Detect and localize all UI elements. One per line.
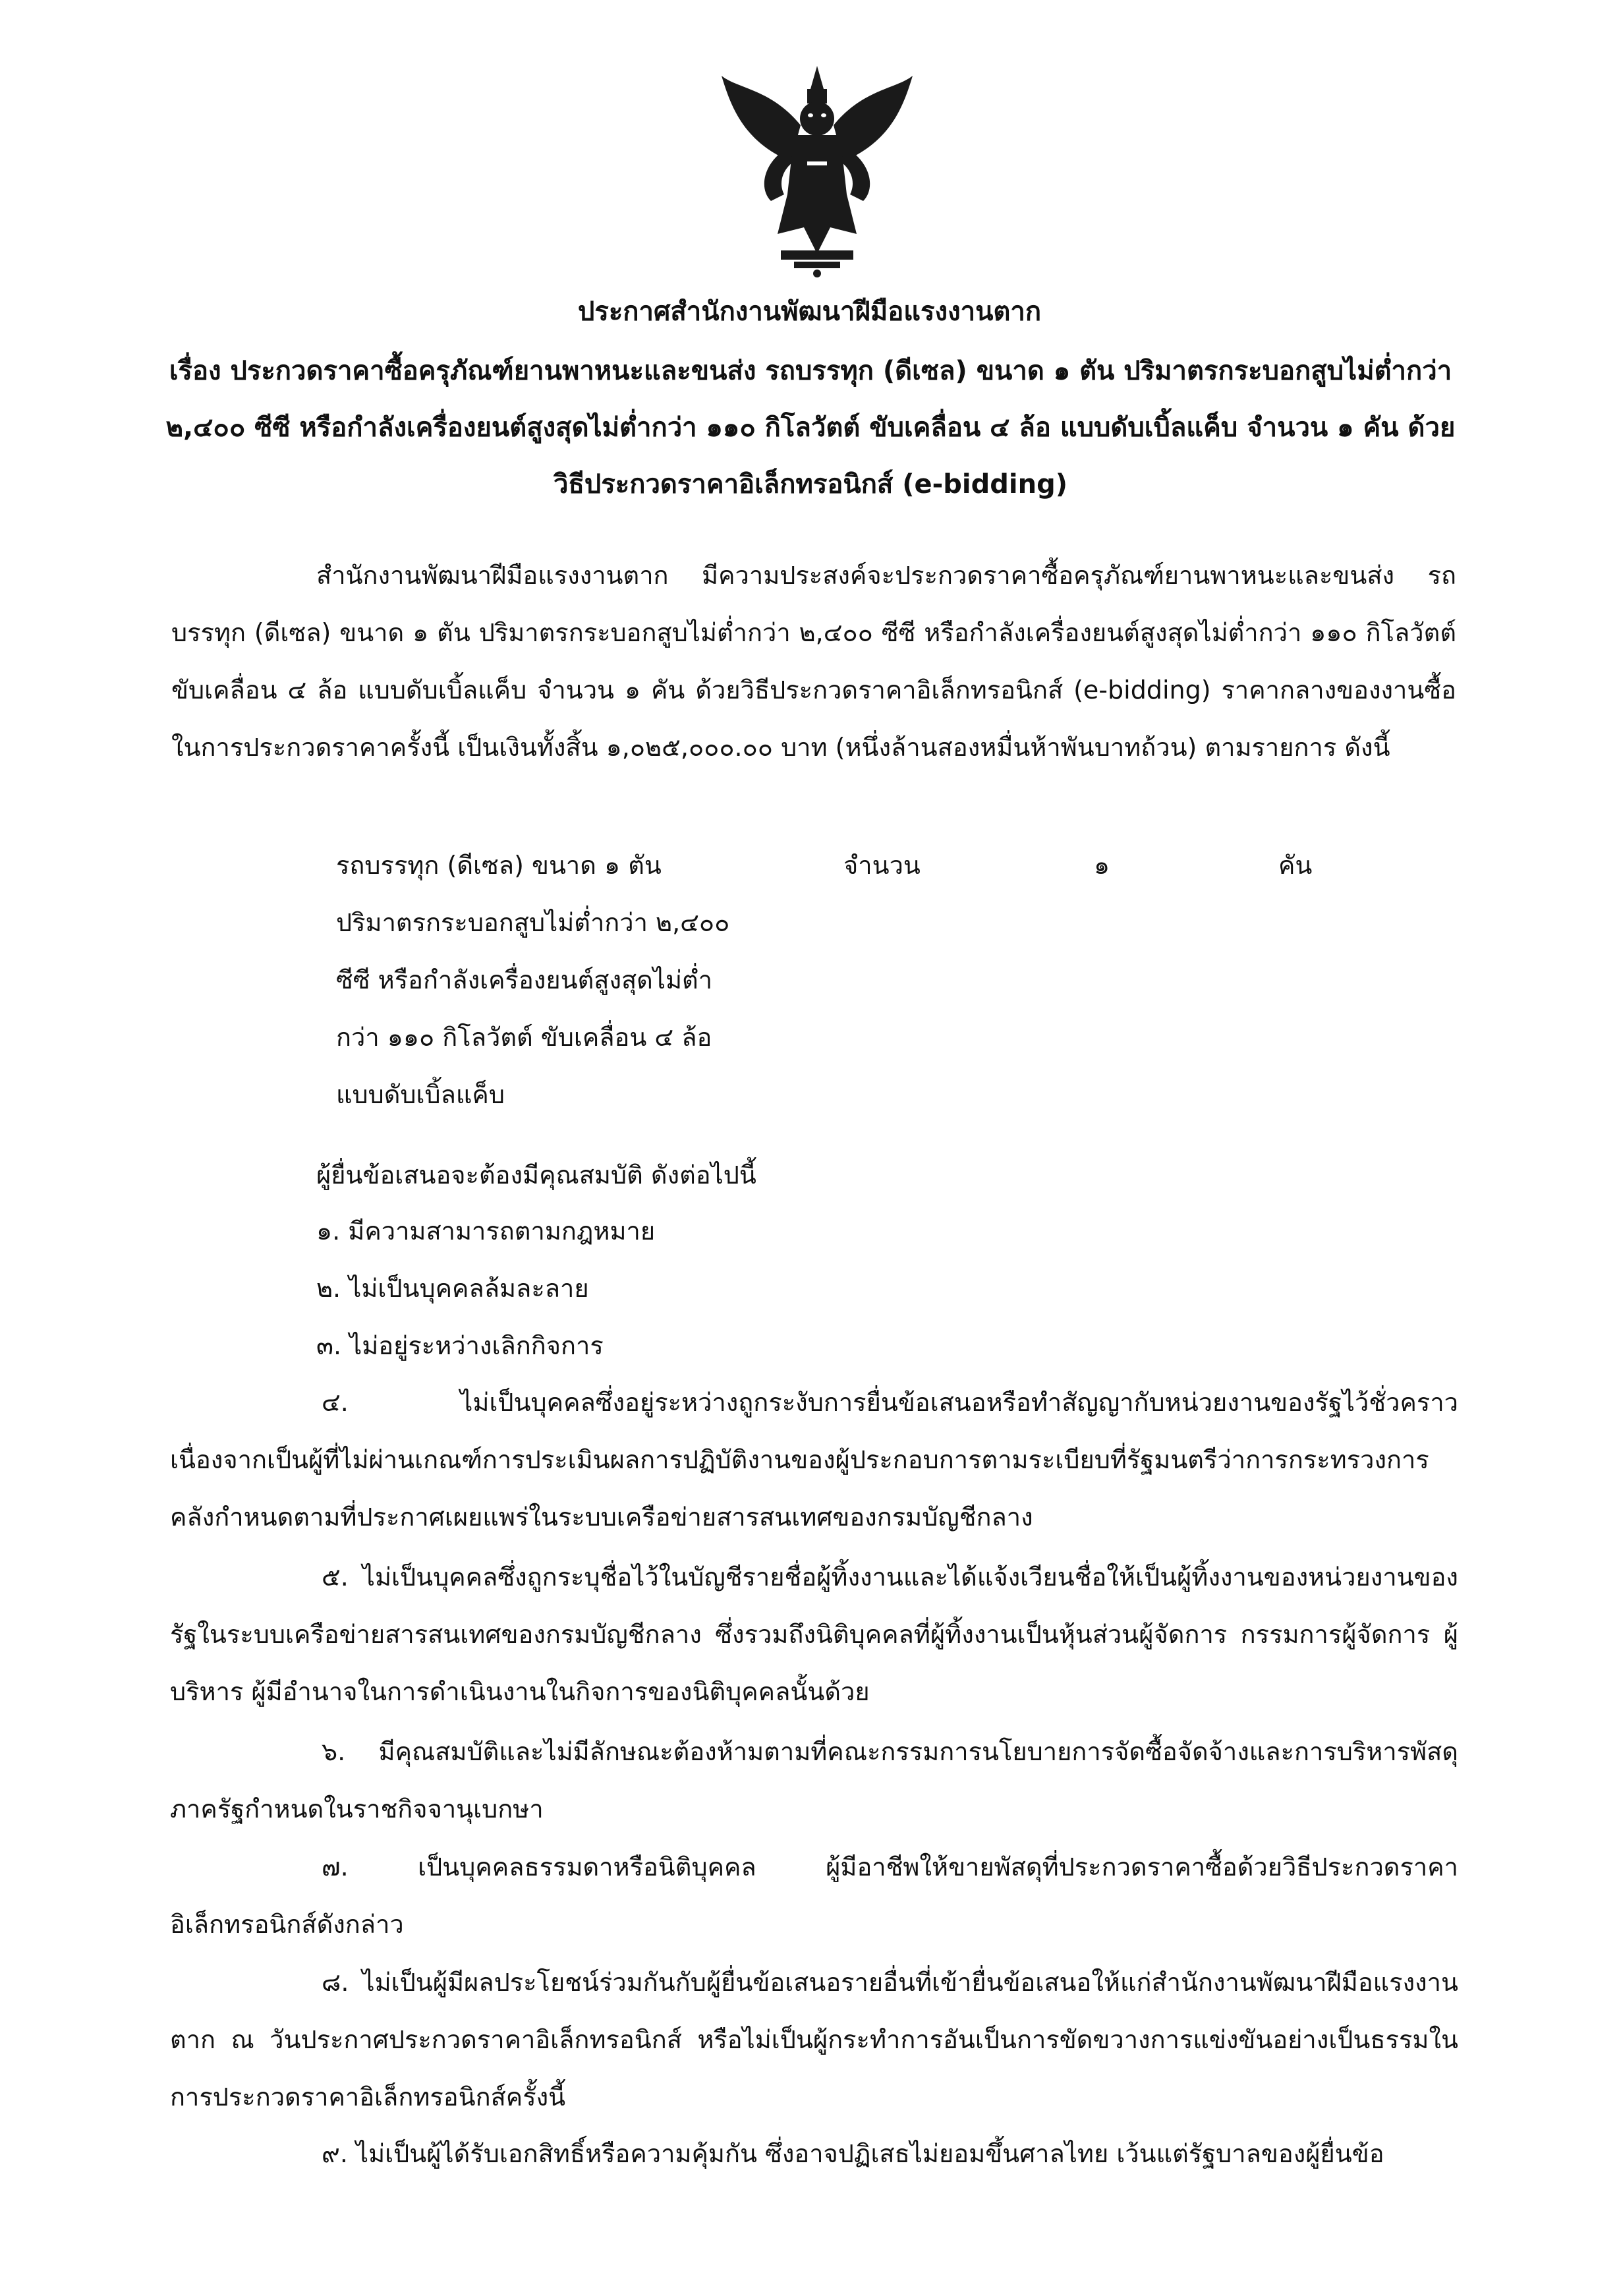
qualification-item: ๓. ไม่อยู่ระหว่างเลิกกิจการ (316, 1331, 604, 1360)
quantity-value: ๑ (1094, 851, 1110, 880)
announcement-title: ประกาศสำนักงานพัฒนาฝีมือแรงงานตาก (577, 297, 1042, 327)
item-description (336, 837, 810, 1124)
item-description-line: ปริมาตรกระบอกสูบไม่ต่ำกว่า ๒,๔๐๐ (336, 908, 730, 937)
qualification-item: ๗. เป็นบุคคลธรรมดาหรือนิติบุคคล ผู้มีอาชีพให้ขายพัสดุที่ประกวดราคาซื้อด้วยวิธีประกวดราคาอิเล็กทรอนิกส์ดังกล่าว (170, 1852, 1458, 1939)
qualification-item: ๙. ไม่เป็นผู้ได้รับเอกสิทธิ์หรือความคุ้มกัน ซึ่งอาจปฏิเสธไม่ยอมขึ้นศาลไทย เว้นแต่รัฐบาลของผู้ยื่นข้อ (322, 2139, 1384, 2168)
quantity-label: จำนวน (843, 851, 921, 880)
qualification-item: ๘. ไม่เป็นผู้มีผลประโยชน์ร่วมกันกับผู้ยื่นข้อเสนอรายอื่นที่เข้ายื่นข้อเสนอให้แก่สำนักงานพัฒนาฝีมือแรงงานตาก ณ วันประกาศประกวดราคาอิเล็กทรอนิกส์ หรือไม่เป็นผู้กระทำการอันเป็นการขัดขวางการแข่งขันอย่างเป็นธรรมในการประกวดราคาอิเล็กทรอนิกส์ครั้งนี้ (170, 1968, 1458, 2111)
qualification-item: ๔. ไม่เป็นบุคคลซึ่งอยู่ระหว่างถูกระงับการยื่นข้อเสนอหรือทำสัญญากับหน่วยงานของรัฐไว้ชั่วคราว เนื่องจากเป็นผู้ที่ไม่ผ่านเกณฑ์การประเมินผลการปฏิบัติงานของผู้ประกอบการตามระเบียบที่รัฐมนตรีว่าการกระทรวงการคลังกำหนดตามที่ประกาศเผยแพร่ในระบบเครือข่ายสารสนเทศของกรมบัญชีกลาง (170, 1388, 1458, 1532)
quantity-unit: คัน (1278, 851, 1313, 880)
item-description-line: รถบรรทุก (ดีเซล) ขนาด ๑ ตัน (336, 851, 662, 880)
intro-paragraph: สำนักงานพัฒนาฝีมือแรงงานตาก มีความประสงค์จะประกวดราคาซื้อครุภัณฑ์ยานพาหนะและขนส่ง รถบรรทุก (ดีเซล) ขนาด ๑ ตัน ปริมาตรกระบอกสูบไม่ต่ำกว่า ๒,๔๐๐ ซีซี หรือกำลังเครื่องยนต์สูงสุดไม่ต่ำกว่า ๑๑๐ กิโลวัตต์ ขับเคลื่อน ๔ ล้อ แบบดับเบิ้ลแค็บ จำนวน ๑ คัน ด้วยวิธีประกวดราคาอิเล็กทรอนิกส์ (e-bidding) ราคากลางของงานซื้อในการประกวดราคาครั้งนี้ เป็นเงินทั้งสิ้น ๑,๐๒๕,๐๐๐.๐๐ บาท (หนึ่งล้านสองหมื่นห้าพันบาทถ้วน) ตามรายการ ดังนี้ (171, 561, 1456, 762)
announcement-subject: เรื่อง ประกวดราคาซื้อครุภัณฑ์ยานพาหนะและขนส่ง รถบรรทุก (ดีเซล) ขนาด ๑ ตัน ปริมาตรกระบอกสูบไม่ต่ำกว่า ๒,๔๐๐ ซีซี หรือกำลังเครื่องยนต์สูงสุดไม่ต่ำกว่า ๑๑๐ กิโลวัตต์ ขับเคลื่อน ๔ ล้อ แบบดับเบิ้ลแค็บ จำนวน ๑ คัน ด้วยวิธีประกวดราคาอิเล็กทรอนิกส์ (e-bidding) (165, 356, 1456, 500)
qualifications-list (316, 1203, 655, 1375)
qualification-item: ๑. มีความสามารถตามกฎหมาย (316, 1217, 656, 1246)
item-description-line: แบบดับเบิ้ลแค็บ (336, 1080, 505, 1109)
procurement-item (336, 837, 1390, 1124)
garuda-emblem-icon (718, 63, 916, 280)
item-description-line: ซีซี หรือกำลังเครื่องยนต์สูงสุดไม่ต่ำ (336, 965, 713, 994)
qualifications-heading: ผู้ยื่นข้อเสนอจะต้องมีคุณสมบัติ ดังต่อไปนี้ (316, 1161, 756, 1190)
item-description-line: กว่า ๑๑๐ กิโลวัตต์ ขับเคลื่อน ๔ ล้อ (336, 1023, 712, 1052)
qualification-item: ๒. ไม่เป็นบุคคลล้มละลาย (316, 1274, 589, 1303)
qualification-item: ๕. ไม่เป็นบุคคลซึ่งถูกระบุชื่อไว้ในบัญชีรายชื่อผู้ทิ้งงานและได้แจ้งเวียนชื่อให้เป็นผู้ทิ้งงานของหน่วยงานของรัฐในระบบเครือข่ายสารสนเทศของกรมบัญชีกลาง ซึ่งรวมถึงนิติบุคคลที่ผู้ทิ้งงานเป็นหุ้นส่วนผู้จัดการ กรรมการผู้จัดการ ผู้บริหาร ผู้มีอำนาจในการดำเนินงานในกิจการของนิติบุคคลนั้นด้วย (170, 1563, 1458, 1706)
qualification-item: ๖. มีคุณสมบัติและไม่มีลักษณะต้องห้ามตามที่คณะกรรมการนโยบายการจัดซื้อจัดจ้างและการบริหารพัสดุภาครัฐกำหนดในราชกิจจานุเบกษา (170, 1737, 1458, 1823)
